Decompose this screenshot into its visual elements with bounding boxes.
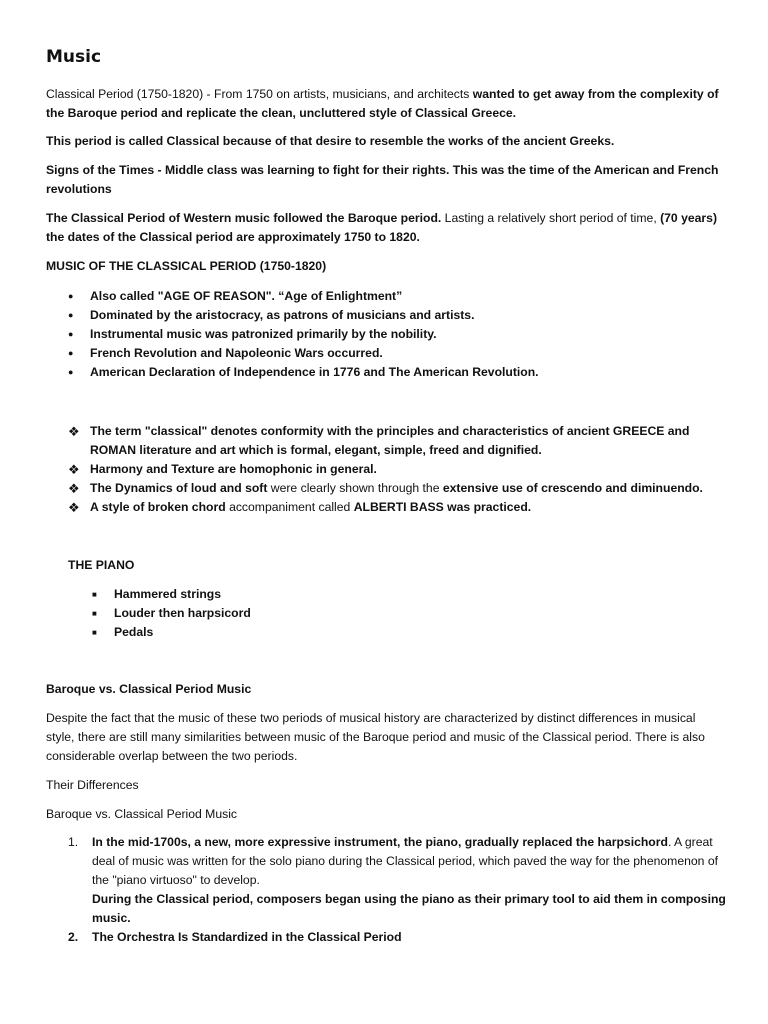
bullet-icon: ●: [68, 310, 74, 320]
list-item-text: . A great deal of music was written for the solo piano during the Classical period, which paved the way for the phenomenon of the "piano virtuoso" to develop.: [92, 835, 718, 887]
paragraph-text: Lasting a relatively short period of time,: [444, 211, 661, 225]
diamond-bullet-icon: ❖: [68, 500, 80, 515]
list-item: [68, 833, 728, 928]
list-item-text: Dominated by the aristocracy, as patrons of musicians and artists.: [90, 308, 475, 322]
bullet-icon: ●: [68, 348, 74, 358]
heading-their-differences: Their Differences: [46, 778, 139, 792]
list-item-text: accompaniment called: [229, 500, 354, 514]
list-item-text: Harmony and Texture are homophonic in general.: [90, 462, 377, 476]
list-item-text: Hammered strings: [114, 587, 222, 601]
list-item: [68, 498, 728, 517]
list-item: [92, 604, 752, 623]
list-item-text: were clearly shown through the: [270, 481, 443, 495]
list-item-text: literature and art which is formal, elegant, simple, freed and dignified.: [136, 443, 542, 457]
list-item-text: The Dynamics of loud and soft: [90, 481, 271, 495]
list-item-text: extensive use of crescendo and diminuendo.: [442, 481, 703, 495]
list-item-text: Instrumental music was patronized primarily by the nobility.: [90, 327, 437, 341]
square-bullet-icon: ■: [92, 628, 97, 637]
list-item-text: Louder then harpsicord: [114, 606, 251, 620]
heading-the-piano: THE PIANO: [68, 558, 135, 572]
list-item-text: American Declaration of Independence in 1776 and The American Revolution.: [90, 365, 539, 379]
diamond-bullet-icon: ❖: [68, 424, 80, 439]
list-item: [92, 585, 752, 604]
paragraph-followed-baroque: [46, 209, 726, 247]
list-item-text: A style of broken chord: [90, 500, 230, 514]
list-item: [68, 460, 728, 479]
diamond-list-characteristics: [68, 422, 728, 517]
paragraph-despite-differences: Despite the fact that the music of these two periods of musical history are characterized by distinct differences in musical style, there are still many similarities between music of the Baroque period and music of the Classical period. There is also considerable overlap between the two periods.: [46, 711, 705, 763]
list-number: 1.: [68, 835, 79, 849]
list-item: [68, 363, 728, 382]
list-item-text: Pedals: [114, 625, 154, 639]
heading-baroque-vs-classical: Baroque vs. Classical Period Music: [46, 682, 252, 696]
paragraph-text-bold: (70 years) the dates of the Classical period are approximately 1750 to 1820.: [46, 211, 718, 244]
list-item-text: GREECE and ROMAN: [90, 424, 690, 457]
bullet-icon: ●: [68, 291, 74, 301]
list-item: [68, 344, 728, 363]
list-item-text: ALBERTI BASS was practiced.: [353, 500, 532, 514]
list-item-text: During the Classical period, composers began using the piano as their primary tool to aid them in composing music.: [92, 892, 726, 925]
bullet-icon: ●: [68, 367, 74, 377]
paragraph-text-bold: The Classical Period of Western music followed the Baroque period.: [46, 211, 445, 225]
paragraph-classical-intro: [46, 85, 726, 123]
diamond-bullet-icon: ❖: [68, 462, 80, 477]
list-item: [68, 479, 728, 498]
list-item-text: The Orchestra Is Standardized in the Classical Period: [92, 930, 402, 944]
paragraph-text-bold: Signs of the Times - Middle class was learning to fight for their rights.: [46, 163, 453, 177]
list-item-text: the piano, gradually replaced the harpsichord: [403, 835, 668, 849]
list-item-text: In the mid-1700s, a new, more expressive instrument,: [92, 835, 404, 849]
bullet-list-age-of-reason: [68, 287, 728, 382]
numbered-list-differences: [68, 833, 728, 947]
list-item: [68, 325, 728, 344]
bullet-icon: ●: [68, 329, 74, 339]
heading-baroque-vs-classical-2: Baroque vs. Classical Period Music: [46, 807, 238, 821]
list-item-text: French Revolution and Napoleonic Wars occurred.: [90, 346, 383, 360]
paragraph-signs-of-times: [46, 161, 726, 199]
paragraph-text: Classical Period (1750-1820) - From 1750 on artists, musicians, and architects: [46, 87, 473, 101]
diamond-bullet-icon: ❖: [68, 481, 80, 496]
list-item: [68, 287, 728, 306]
square-bullet-icon: ■: [92, 609, 97, 618]
list-number: 2.: [68, 930, 79, 944]
paragraph-text-bold: This was the time of the American and French revolutions: [46, 163, 719, 196]
list-item: [92, 623, 752, 642]
list-item: [68, 306, 728, 325]
square-list-piano: [92, 585, 752, 642]
list-item: [68, 422, 728, 460]
list-item-text: Also called "AGE OF REASON". “Age of Enlightment”: [90, 289, 403, 303]
paragraph-text-bold: wanted to get away from the complexity of the Baroque period and replicate the clean, uncluttered style of Classical Greece.: [46, 87, 719, 120]
square-bullet-icon: ■: [92, 590, 97, 599]
paragraph-why-classical: This period is called Classical because of that desire to resemble the works of the ancient Greeks.: [46, 134, 615, 148]
page-title: Music: [46, 47, 102, 67]
list-item-text: The term "classical" denotes conformity with the principles and characteristics of ancient: [90, 424, 613, 438]
list-item: [68, 928, 728, 947]
heading-music-classical-period: MUSIC OF THE CLASSICAL PERIOD (1750-1820): [46, 259, 327, 273]
